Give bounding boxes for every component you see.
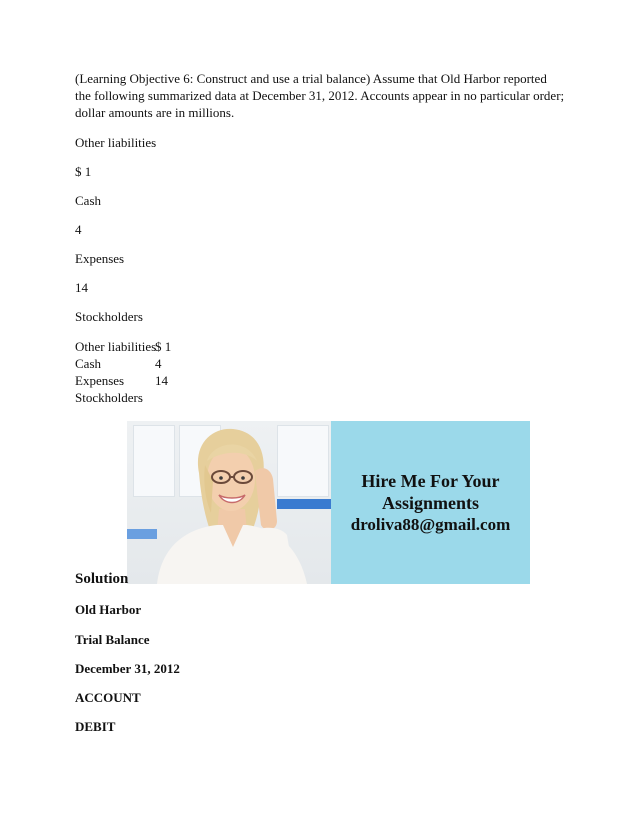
item-cash: Cash <box>75 193 101 208</box>
column-debit-heading: DEBIT <box>75 719 116 734</box>
mini-table-row <box>75 389 171 406</box>
mini-account-amount: 14 <box>155 373 168 388</box>
mini-account-amount: $ 1 <box>155 339 172 354</box>
woman-illustration <box>127 421 331 584</box>
mini-account-name: Stockholders <box>75 390 143 405</box>
mini-account-name: Expenses <box>75 373 125 388</box>
item-amount-4: 4 <box>75 222 82 237</box>
company-name: Old Harbor <box>75 602 142 617</box>
report-title: Trial Balance <box>75 632 150 647</box>
item-amount-1: $ 1 <box>75 164 92 179</box>
report-date: December 31, 2012 <box>75 661 180 676</box>
mini-table <box>75 338 171 406</box>
ad-email[interactable]: droliva88@gmail.com <box>350 514 511 534</box>
item-amount-14: 14 <box>75 280 88 295</box>
mini-table-row <box>75 372 171 389</box>
item-expenses: Expenses <box>75 251 125 266</box>
solution-heading: Solution <box>75 571 129 587</box>
item-stockholders: Stockholders <box>75 309 143 324</box>
item-other-liabilities: Other liabilities <box>75 135 157 150</box>
ad-photo <box>127 421 331 584</box>
ad-text-panel <box>331 421 530 584</box>
mini-account-name: Cash <box>75 356 101 371</box>
ad-headline-line-1: Hire Me For Your <box>361 470 500 491</box>
mini-account-amount: 4 <box>155 356 162 371</box>
intro-paragraph: (Learning Objective 6: Construct and use a trial balance) Assume that Old Harbor reported the following summarized data at December 31, 2012. Accounts appear in no particular order; dollar amounts are in millions. <box>75 71 565 120</box>
mini-account-name: Other liabilities <box>75 339 157 354</box>
ad-headline-line-2: Assignments <box>381 492 479 513</box>
mini-table-row <box>75 355 171 372</box>
mini-table-row <box>75 338 171 355</box>
column-account-heading: ACCOUNT <box>75 690 141 705</box>
ad-banner[interactable] <box>127 421 530 584</box>
